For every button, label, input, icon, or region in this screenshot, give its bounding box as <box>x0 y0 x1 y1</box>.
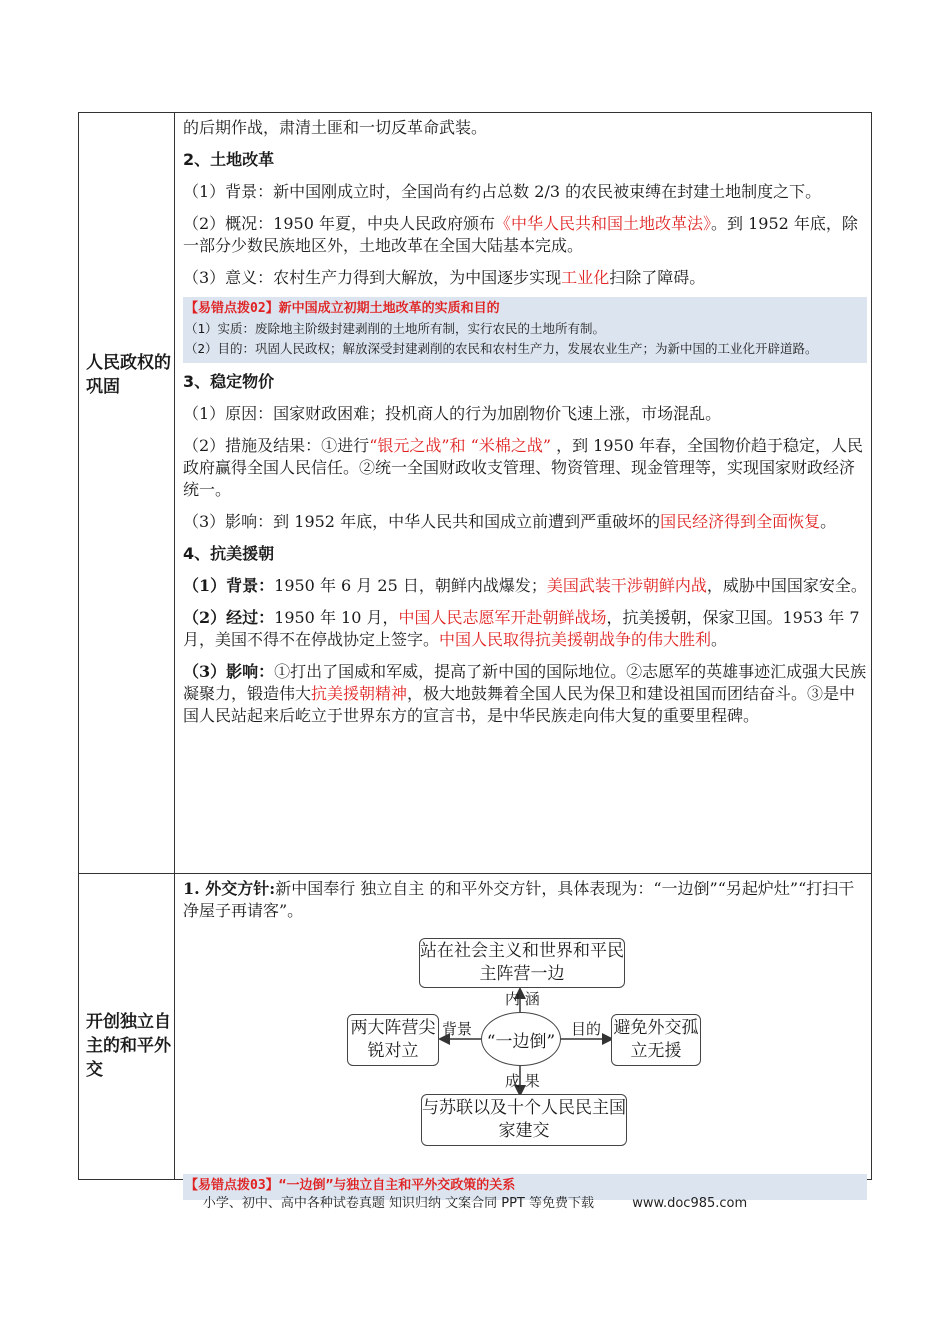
footer-text: 小学、初中、高中各种试卷真题 知识归纳 文案合同 PPT 等免费下载 <box>202 1196 594 1211</box>
note-02-line2: （2）目的：巩固人民政权；解放深受封建剥削的农民和农村生产力，发展农业生产；为新中国的工业化开辟道路。 <box>185 341 818 356</box>
diagram-box-purpose: 避免外交孤立无援 <box>611 1014 701 1066</box>
page-footer <box>0 1192 950 1211</box>
note-02-title: 【易错点拨02】新中国成立初期土地改革的实质和目的 <box>185 301 500 316</box>
table-row-diplomacy <box>79 874 871 1193</box>
para-line0: 的后期作战，肃清土匪和一切反革命武装。 <box>183 118 488 137</box>
para-land-overview: （2）概况：1950 年夏，中央人民政府颁布《中华人民共和国土地改革法》。到 1952 年底，除一部分少数民族地区外，土地改革在全国大陆基本完成。 <box>183 214 858 255</box>
para-land-significance: （3）意义：农村生产力得到大解放，为中国逐步实现工业化扫除了障碍。 <box>183 268 706 287</box>
row-label-consolidation: 人民政权的巩固 <box>86 353 171 397</box>
diagram-label-background: 背景 <box>442 1020 473 1038</box>
para-price-impact: （3）影响：到 1952 年底，中华人民共和国成立前遭到严重破坏的国民经济得到全面恢复。 <box>183 512 837 531</box>
table-row-consolidation <box>79 113 871 874</box>
heading-stabilize-prices: 3、稳定物价 <box>183 372 275 391</box>
diagram-box-connotation: 站在社会主义和世界和平民主阵营一边 <box>419 938 625 988</box>
note-03-title: 【易错点拨03】“一边倒”与独立自主和平外交政策的关系 <box>185 1178 516 1193</box>
para-war-background: （1）背景：1950 年 6 月 25 日，朝鲜内战爆发；美国武装干涉朝鲜内战，威胁中国国家安全。 <box>183 576 867 595</box>
para-price-cause: （1）原因：国家财政困难；投机商人的行为加剧物价飞速上涨，市场混乱。 <box>183 404 722 423</box>
row-label-diplomacy: 开创独立自主的和平外交 <box>86 1012 171 1080</box>
diagram-box-background: 两大阵营尖锐对立 <box>347 1014 439 1066</box>
diagram-center-one-side: “一边倒” <box>481 1012 561 1066</box>
diagram-label-connotation: 内 涵 <box>505 990 540 1008</box>
para-war-process: （2）经过：1950 年 10 月，中国人民志愿军开赴朝鲜战场，抗美援朝，保家卫国。1953 年 7 月，美国不得不在停战协定上签字。中国人民取得抗美援朝战争的伟大胜利。 <box>183 608 860 649</box>
one-side-diagram <box>183 928 867 1168</box>
heading-land-reform: 2、土地改革 <box>183 150 275 169</box>
heading-korean-war: 4、抗美援朝 <box>183 544 275 563</box>
diagram-box-result: 与苏联以及十个人民民主国家建交 <box>421 1094 627 1146</box>
content-table <box>78 112 872 1193</box>
diagram-label-purpose: 目的 <box>571 1020 602 1038</box>
row-content-consolidation <box>183 117 867 727</box>
row-content-diplomacy <box>183 878 867 1208</box>
para-price-measures: （2）措施及结果：①进行“银元之战”和 “米棉之战” ，到 1950 年春，全国物价趋于稳定，人民政府赢得全国人民信任。②统一全国财政收支管理、物资管理、现金管理等，实现国家财政经济统一。 <box>183 436 863 499</box>
para-foreign-policy: 1. 外交方针:新中国奉行 独立自主 的和平外交方针，具体表现为：“一边倒”“另起炉灶”“打扫干净屋子再请客”。 <box>183 879 855 920</box>
note-02 <box>183 297 867 363</box>
note-02-line1: （1）实质：废除地主阶级封建剥削的土地所有制，实行农民的土地所有制。 <box>185 321 606 336</box>
para-land-background: （1）背景：新中国刚成立时，全国尚有约占总数 2/3 的农民被束缚在封建土地制度之下。 <box>183 182 822 201</box>
para-war-impact: （3）影响：①打出了国威和军威，提高了新中国的国际地位。②志愿军的英雄事迹汇成强大民族凝聚力，锻造伟大抗美援朝精神，极大地鼓舞着全国人民为保卫和建设祖国而团结奋斗。③是中国人民站起来后屹立于世界东方的宣言书，是中华民族走向伟大复的重要里程碑。 <box>183 662 867 725</box>
diagram-label-result: 成 果 <box>505 1072 540 1090</box>
footer-url[interactable]: www.doc985.com <box>632 1196 748 1211</box>
